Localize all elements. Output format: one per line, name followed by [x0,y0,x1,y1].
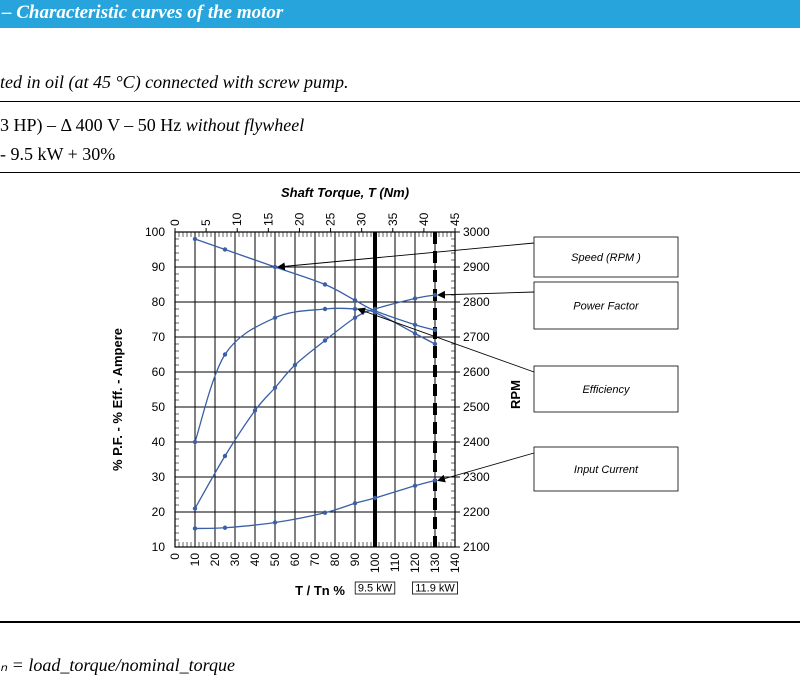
bottom-tick-label: 120 [408,553,422,574]
top-tick-label: 15 [261,212,276,226]
top-tick-label: 40 [416,212,431,226]
top-tick-label: 0 [168,219,182,226]
legend-leader-3 [358,309,534,372]
series-point-4 [273,520,277,524]
left-tick-label: 40 [151,435,165,449]
legend-label-1: Speed (RPM ) [571,252,641,264]
right-tick-label: 2100 [463,540,490,554]
series-point-3 [323,307,327,311]
legend-label-3: Efficiency [582,384,630,396]
right-tick-label: 2600 [463,365,490,379]
top-tick-label: 45 [448,212,462,226]
series-point-1 [273,265,277,269]
divider-3 [0,621,800,623]
top-axis-title: Shaft Torque, T (Nm) [280,185,410,200]
series-point-4 [413,484,417,488]
top-tick-label: 25 [323,212,338,226]
legend-label-2: Power Factor [573,300,639,313]
series-point-2 [193,506,197,510]
divider-2 [0,172,800,173]
left-tick-label: 30 [151,470,165,484]
motor-characteristic-chart [0,175,800,615]
description-line-2-italic: without flywheel [185,115,305,135]
right-tick-label: 2200 [463,505,490,519]
series-point-2 [413,296,417,300]
series-point-4 [223,526,227,530]
series-point-1 [413,323,417,327]
series-point-1 [323,282,327,286]
bottom-tick-label: 90 [348,553,362,567]
series-point-2 [433,293,437,297]
left-tick-label: 70 [151,330,165,344]
description-line-3: - 9.5 kW + 30% [0,144,116,164]
bottom-tick-label: 50 [268,553,282,567]
description-line-2-normal: 3 HP) – Δ 400 V – 50 Hz [0,115,182,135]
bottom-axis-title: T / Tn % [295,583,345,598]
right-tick-label: 2800 [463,295,490,309]
bottom-tick-label: 60 [288,553,302,567]
bottom-tick-label: 80 [328,553,342,567]
bottom-tick-label: 10 [188,553,202,567]
series-point-1 [353,298,357,302]
left-tick-label: 80 [151,295,165,309]
left-axis-title: % P.F. - % Eff. - Ampere [110,327,125,472]
bottom-tick-label: 110 [388,553,402,573]
top-tick-label: 30 [354,212,369,226]
header-bar [0,0,800,28]
series-point-3 [223,352,227,356]
right-tick-label: 2300 [463,470,490,484]
right-tick-label: 2900 [463,260,490,274]
left-tick-label: 50 [151,400,165,414]
series-point-3 [193,440,197,444]
series-point-4 [373,496,377,500]
header-title: – Characteristic curves of the motor [2,2,284,23]
right-tick-label: 2500 [463,400,490,414]
marker-label-1: 9.5 kW [357,582,393,595]
series-point-1 [193,237,197,241]
top-tick-label: 10 [230,212,245,226]
series-point-4 [193,526,197,530]
series-point-2 [253,408,257,412]
right-tick-label: 2700 [463,330,490,344]
series-point-2 [223,454,227,458]
series-point-3 [433,342,437,346]
series-point-4 [433,478,437,482]
top-tick-label: 20 [292,212,307,226]
chart-canvas [0,175,800,615]
bottom-tick-label: 0 [168,553,182,560]
marker-label-2: 11.9 kW [415,582,455,595]
series-point-3 [413,331,417,335]
series-point-2 [293,363,297,367]
left-tick-label: 20 [151,505,165,519]
series-point-3 [273,316,277,320]
series-point-1 [223,247,227,251]
left-tick-label: 90 [151,260,165,274]
series-point-2 [353,316,357,320]
bottom-tick-label: 30 [228,553,242,567]
left-tick-label: 10 [151,540,165,554]
series-point-3 [353,307,357,311]
series-point-3 [373,310,377,314]
right-tick-label: 2400 [463,435,490,449]
legend-leader-1 [278,243,534,267]
left-tick-label: 60 [151,365,165,379]
series-point-4 [323,511,327,515]
description-line-1: ted in oil (at 45 °C) connected with screw pump. [0,72,349,92]
bottom-tick-label: 140 [448,553,462,574]
footer-formula: ₙ = load_torque/nominal_torque [0,655,235,675]
left-tick-label: 100 [144,225,165,239]
top-tick-label: 5 [199,219,214,226]
series-point-2 [273,386,277,390]
bottom-tick-label: 130 [428,553,442,574]
bottom-tick-label: 70 [308,553,322,567]
legend-label-4: Input Current [573,464,639,476]
top-tick-label: 35 [385,212,400,226]
bottom-tick-label: 100 [368,553,382,574]
bottom-tick-label: 20 [208,553,222,567]
right-axis-title: RPM [508,380,523,409]
bottom-tick-label: 40 [248,553,262,567]
series-point-2 [323,338,327,342]
description-line-2 [0,115,304,136]
series-point-4 [353,501,357,505]
divider-1 [0,101,800,102]
right-tick-label: 3000 [463,225,490,239]
series-point-1 [433,328,437,332]
